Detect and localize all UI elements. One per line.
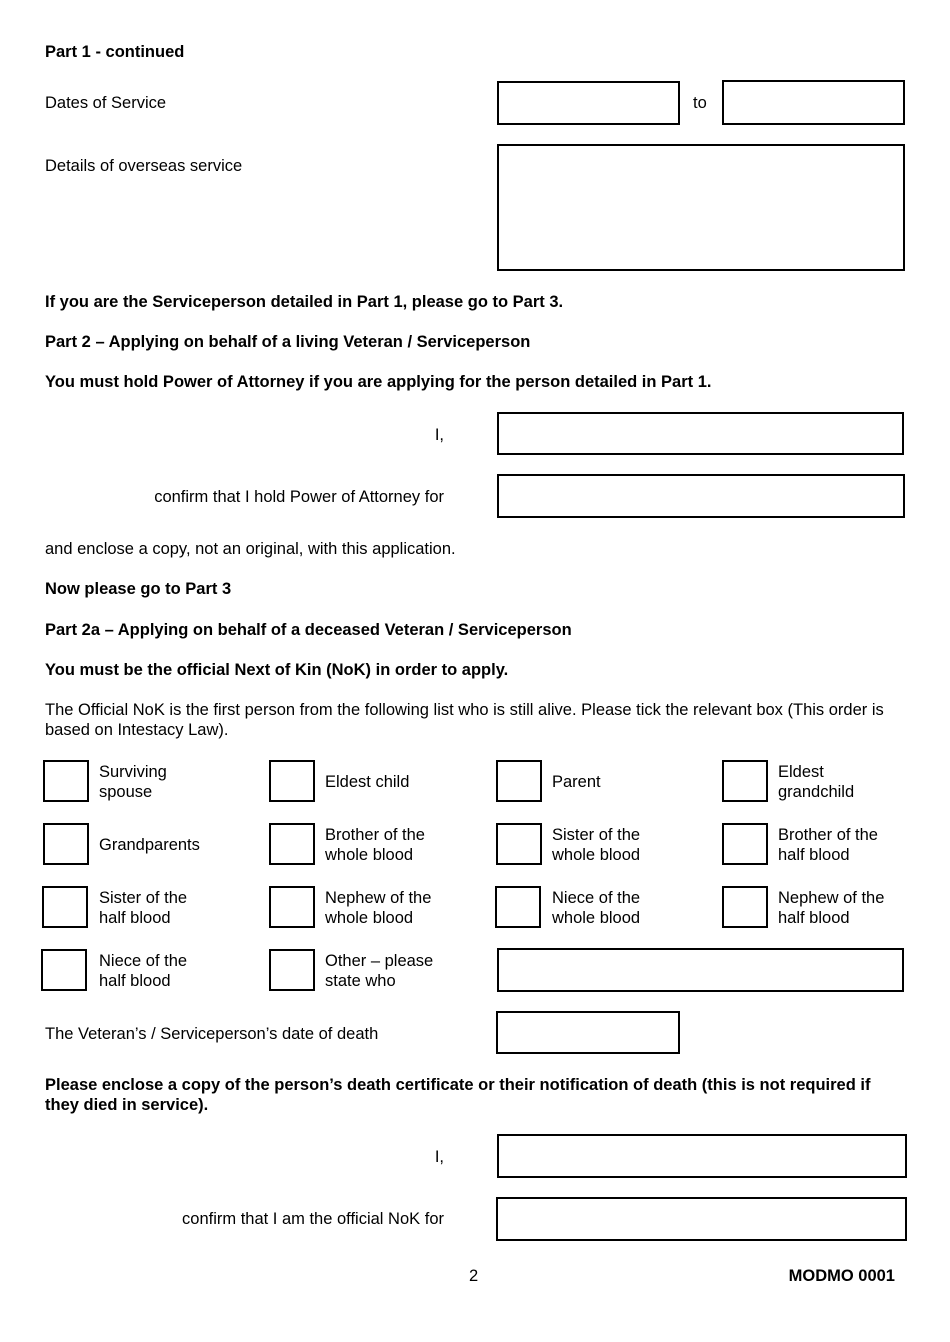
checkbox-eldest-grandchild[interactable] xyxy=(722,760,768,802)
checkbox-nephew-half-blood[interactable] xyxy=(722,886,768,928)
option-label: Sister of the whole blood xyxy=(552,826,641,864)
option-label: Nephew of the half blood xyxy=(778,889,885,927)
now-go-part3: Now please go to Part 3 xyxy=(45,580,232,598)
checkbox-sister-half-blood[interactable] xyxy=(42,886,88,928)
part2-i-label: I, xyxy=(434,426,444,444)
date-of-death-field[interactable] xyxy=(496,1011,680,1054)
overseas-service-field[interactable] xyxy=(497,144,905,271)
option-label: Grandparents xyxy=(99,836,200,854)
dates-from-field[interactable] xyxy=(497,81,680,125)
checkbox-surviving-spouse[interactable] xyxy=(43,760,89,802)
part2-name-field[interactable] xyxy=(497,412,904,455)
option-label: Sister of the half blood xyxy=(99,889,188,927)
poa-person-field[interactable] xyxy=(497,474,905,518)
part2a-i-label: I, xyxy=(434,1148,444,1166)
dates-of-service-label: Dates of Service xyxy=(45,94,167,112)
date-of-death-label: The Veteran’s / Serviceperson’s date of death xyxy=(45,1025,379,1043)
death-certificate-notice: Please enclose a copy of the person’s death certificate or their notification of death (this is not required if they died in service). xyxy=(45,1076,871,1114)
checkbox-brother-half-blood[interactable] xyxy=(722,823,768,865)
option-label: Eldest grandchild xyxy=(778,763,855,801)
part2a-heading: Part 2a – Applying on behalf of a deceased Veteran / Serviceperson xyxy=(45,621,572,639)
nok-confirm-label: confirm that I am the official NoK for xyxy=(182,1210,444,1228)
checkbox-eldest-child[interactable] xyxy=(269,760,315,802)
other-state-who-field[interactable] xyxy=(497,948,904,992)
dates-to-field[interactable] xyxy=(722,80,905,125)
option-label: Niece of the half blood xyxy=(99,952,188,990)
option-label: Other – please state who xyxy=(325,952,434,990)
part2-heading: Part 2 – Applying on behalf of a living Veteran / Serviceperson xyxy=(45,333,531,351)
nok-description: The Official NoK is the first person from the following list who is still alive. Please tick the relevant box (This order is based on Intestacy Law). xyxy=(45,701,884,739)
part2a-name-field[interactable] xyxy=(497,1134,907,1178)
checkbox-nephew-whole-blood[interactable] xyxy=(269,886,315,928)
checkbox-other[interactable] xyxy=(269,949,315,991)
checkbox-brother-whole-blood[interactable] xyxy=(269,823,315,865)
nok-notice: You must be the official Next of Kin (NoK) in order to apply. xyxy=(45,661,509,679)
checkbox-niece-whole-blood[interactable] xyxy=(495,886,541,928)
option-label: Brother of the half blood xyxy=(778,826,878,864)
nok-person-field[interactable] xyxy=(496,1197,907,1241)
go-part3-instruction: If you are the Serviceperson detailed in Part 1, please go to Part 3. xyxy=(45,293,564,311)
checkbox-parent[interactable] xyxy=(496,760,542,802)
enclose-copy-text: and enclose a copy, not an original, with this application. xyxy=(45,540,456,558)
checkbox-sister-whole-blood[interactable] xyxy=(496,823,542,865)
poa-confirm-label: confirm that I hold Power of Attorney for xyxy=(154,488,444,506)
poa-notice: You must hold Power of Attorney if you are applying for the person detailed in Part 1. xyxy=(45,373,712,391)
overseas-service-label: Details of overseas service xyxy=(45,157,243,175)
option-label: Brother of the whole blood xyxy=(325,826,425,864)
option-label: Nephew of the whole blood xyxy=(325,889,432,927)
option-label: Niece of the whole blood xyxy=(552,889,641,927)
checkbox-grandparents[interactable] xyxy=(43,823,89,865)
option-label: Surviving spouse xyxy=(99,763,167,801)
option-label: Eldest child xyxy=(325,773,410,791)
form-code: MODMO 0001 xyxy=(788,1267,895,1285)
part1-heading: Part 1 - continued xyxy=(45,43,185,61)
checkbox-niece-half-blood[interactable] xyxy=(41,949,87,991)
dates-to-label: to xyxy=(693,94,707,112)
page-number: 2 xyxy=(469,1267,479,1285)
option-label: Parent xyxy=(552,773,601,791)
